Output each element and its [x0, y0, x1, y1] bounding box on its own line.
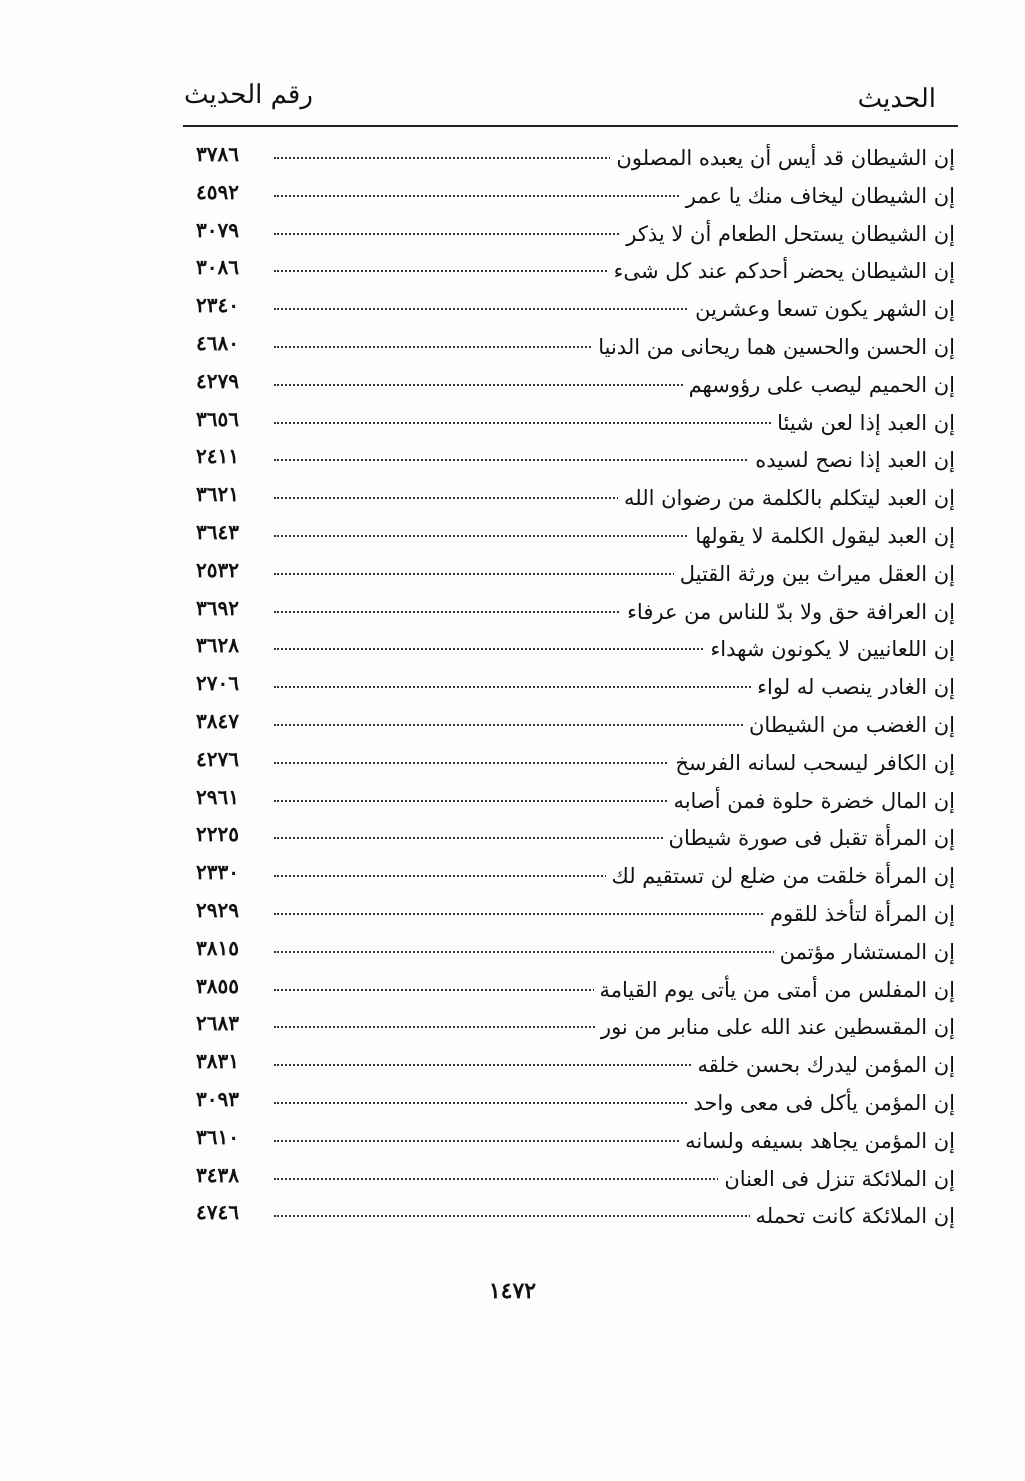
index-entry-row [190, 442, 955, 480]
hadith-number: ٢٣٣٠ [196, 860, 239, 885]
hadith-number: ٣٧٨٦ [196, 142, 239, 166]
hadith-text: إن المرأة تقبل فى صورة شيطان [663, 826, 955, 850]
index-entry-row [190, 783, 955, 821]
hadith-text: إن الكافر ليسحب لسانه الفرسخ [669, 751, 955, 775]
index-entry-row [190, 934, 955, 972]
hadith-number: ٣٦٥٦ [196, 406, 239, 431]
index-entry-row [190, 669, 955, 707]
column-title-hadith-number: رقم الحديث [184, 80, 313, 110]
hadith-text: إن المرأة خلقت من ضلع لن تستقيم لك [606, 864, 956, 888]
index-entry-row [190, 896, 955, 934]
hadith-text: إن المؤمن ليدرك بحسن خلقه [691, 1053, 955, 1077]
hadith-number: ٣٦٢١ [196, 482, 239, 507]
hadith-text: إن الغضب من الشيطان [743, 713, 955, 737]
index-entry-row [190, 1161, 955, 1199]
hadith-text: إن المرأة لتأخذ للقوم [764, 902, 955, 926]
hadith-number: ٢٧٠٦ [196, 671, 239, 696]
index-entry-row [190, 480, 955, 518]
hadith-number: ٤٥٩٢ [196, 179, 239, 204]
hadith-text: إن المفلس من أمتى من يأتى يوم القيامة [594, 978, 955, 1002]
header-divider [183, 125, 958, 127]
hadith-text: إن العبد ليقول الكلمة لا يقولها [689, 524, 955, 548]
index-entry-row [190, 216, 955, 254]
column-title-hadith: الحديث [857, 84, 936, 114]
index-entry-row [190, 291, 955, 329]
hadith-text: إن الشيطان يستحل الطعام أن لا يذكر [620, 222, 955, 246]
index-entry-row [190, 1047, 955, 1085]
hadith-index-list [190, 140, 955, 1236]
hadith-text: إن العبد إذا لعن شيئا [771, 411, 955, 435]
hadith-text: إن العرافة حق ولا بدّ للناس من عرفاء [621, 600, 955, 624]
hadith-number: ٣٠٨٦ [196, 255, 239, 280]
index-entry-row [190, 329, 955, 367]
hadith-number: ٣٦١٠ [196, 1124, 239, 1149]
hadith-text: إن اللعانيين لا يكونون شهداء [704, 637, 955, 661]
hadith-number: ٣٨٤٧ [196, 708, 239, 733]
page-number: ١٤٧٢ [488, 1278, 537, 1304]
hadith-text: إن الشيطان قد أيس أن يعبده المصلون [610, 146, 955, 170]
hadith-number: ٤٧٤٦ [196, 1200, 239, 1225]
hadith-number: ٣٤٣٨ [196, 1162, 239, 1187]
hadith-text: إن الشيطان ليخاف منك يا عمر [680, 184, 955, 208]
hadith-number: ٣٨٥٥ [196, 973, 239, 998]
hadith-text: إن المستشار مؤتمن [774, 940, 955, 964]
index-entry-row [190, 1123, 955, 1161]
index-entry-row [190, 405, 955, 443]
index-entry-row [190, 594, 955, 632]
hadith-number: ٤٢٧٦ [196, 746, 239, 771]
hadith-text: إن الشيطان يحضر أحدكم عند كل شىء [608, 259, 955, 283]
hadith-text: إن المال خضرة حلوة فمن أصابه [667, 789, 955, 813]
hadith-text: إن الحميم ليصب على رؤوسهم [683, 373, 955, 397]
hadith-text: إن الملائكة كانت تحمله [750, 1204, 956, 1228]
hadith-text: إن المقسطين عند الله على منابر من نور [595, 1015, 955, 1039]
hadith-number: ٣٨١٥ [196, 935, 239, 960]
index-entry-row [190, 972, 955, 1010]
hadith-number: ٢٢٢٥ [196, 822, 239, 847]
hadith-number: ٢٥٣٢ [196, 557, 239, 582]
hadith-number: ٢٤١١ [196, 444, 239, 469]
hadith-text: إن الغادر ينصب له لواء [751, 675, 955, 699]
index-entry-row [190, 858, 955, 896]
hadith-number: ٤٦٨٠ [196, 330, 239, 355]
hadith-text: إن العبد ليتكلم بالكلمة من رضوان الله [618, 486, 955, 510]
hadith-number: ٣٦٢٨ [196, 633, 239, 658]
index-entry-row [190, 1009, 955, 1047]
index-entry-row [190, 707, 955, 745]
index-entry-row [190, 820, 955, 858]
hadith-number: ٣٨٣١ [196, 1049, 239, 1074]
index-entry-row [190, 1085, 955, 1123]
hadith-text: إن المؤمن يجاهد بسيفه ولسانه [679, 1129, 955, 1153]
hadith-text: إن العبد إذا نصح لسيده [749, 448, 955, 472]
hadith-number: ٣٠٩٣ [196, 1086, 239, 1111]
hadith-text: إن الشهر يكون تسعا وعشرين [689, 297, 955, 321]
hadith-number: ٢٩٦١ [196, 784, 239, 809]
hadith-number: ٣٦٤٣ [196, 519, 239, 544]
hadith-number: ٢٣٤٠ [196, 293, 239, 318]
hadith-text: إن الملائكة تنزل فى العنان [718, 1167, 955, 1191]
index-entry-row [190, 1198, 955, 1236]
hadith-number: ٢٦٨٣ [196, 1011, 239, 1036]
index-entry-row [190, 518, 955, 556]
hadith-number: ٢٩٢٩ [196, 897, 239, 922]
index-entry-row [190, 556, 955, 594]
index-entry-row [190, 745, 955, 783]
index-entry-row [190, 253, 955, 291]
index-entry-row [190, 631, 955, 669]
hadith-number: ٤٢٧٩ [196, 368, 239, 393]
index-entry-row [190, 367, 955, 405]
hadith-number: ٣٦٩٢ [196, 595, 239, 620]
hadith-text: إن المؤمن يأكل فى معى واحد [687, 1091, 955, 1115]
hadith-text: إن الحسن والحسين هما ريحانى من الدنيا [592, 335, 955, 359]
hadith-number: ٣٠٧٩ [196, 217, 239, 242]
index-entry-row [190, 178, 955, 216]
index-entry-row [190, 140, 955, 178]
page-header [180, 78, 960, 122]
hadith-text: إن العقل ميراث بين ورثة القتيل [674, 562, 955, 586]
